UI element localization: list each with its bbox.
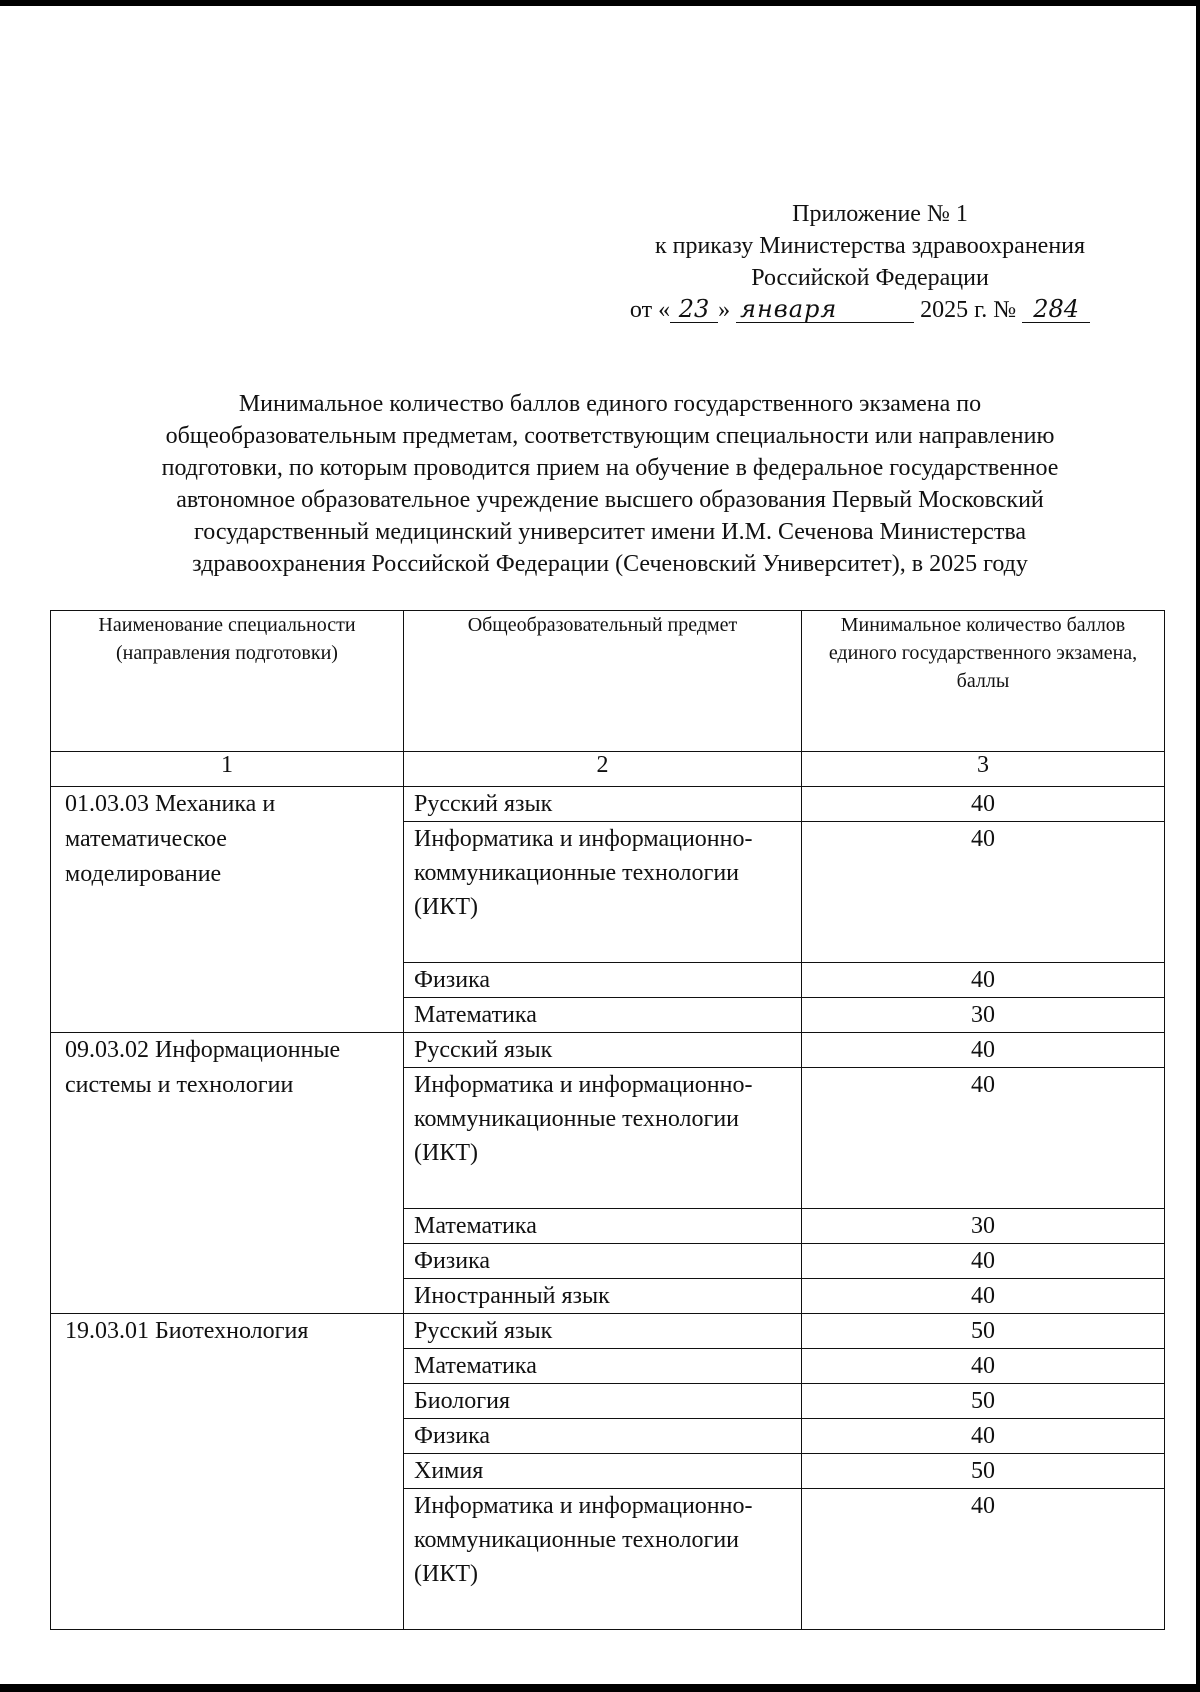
subject-cell: Математика	[404, 1209, 802, 1244]
score-cell: 40	[802, 1033, 1165, 1068]
title-line: Минимальное количество баллов единого государственного экзамена по	[238, 391, 982, 417]
subject-cell: Математика	[404, 1349, 802, 1384]
score-cell: 40	[802, 1244, 1165, 1279]
table-row	[51, 1314, 1165, 1349]
scan-edge-bottom	[0, 1684, 1200, 1692]
annex-line-1: Приложение № 1	[792, 201, 968, 227]
subject-cell: Информатика и информационно-коммуникационные технологии (ИКТ)	[404, 822, 802, 963]
score-cell: 40	[802, 1489, 1165, 1630]
subject-cell: Иностранный язык	[404, 1279, 802, 1314]
subject-cell: Информатика и информационно-коммуникационные технологии (ИКТ)	[404, 1068, 802, 1209]
score-cell: 40	[802, 787, 1165, 822]
subject-cell: Биология	[404, 1384, 802, 1419]
scan-edge-top	[0, 0, 1200, 6]
score-cell: 30	[802, 998, 1165, 1033]
annex-block	[560, 198, 1160, 326]
scores-table	[50, 610, 1165, 1630]
annex-year: 2025 г. №	[920, 297, 1017, 323]
title-line: государственный медицинский университет имени И.М. Сеченова Министерства	[193, 519, 1027, 545]
title-line: подготовки, по которым проводится прием на обучение в федеральное государственное	[161, 455, 1059, 481]
score-cell: 50	[802, 1314, 1165, 1349]
specialty-cell: 01.03.03 Механика и математическое моделирование	[51, 787, 404, 1033]
score-cell: 40	[802, 1279, 1165, 1314]
subject-cell: Физика	[404, 963, 802, 998]
header-min-score: Минимальное количество баллов единого государственного экзамена, баллы	[802, 611, 1165, 752]
column-number: 2	[404, 752, 802, 787]
score-cell: 40	[802, 1349, 1165, 1384]
score-cell: 40	[802, 1068, 1165, 1209]
score-cell: 40	[802, 1419, 1165, 1454]
annex-handwritten-day: 23	[670, 296, 718, 323]
annex-date-prefix: от «	[629, 297, 671, 323]
annex-date-close: »	[718, 297, 731, 323]
annex-line-2: к приказу Министерства здравоохранения	[654, 233, 1086, 259]
annex-handwritten-month: января	[736, 296, 914, 323]
subject-cell: Русский язык	[404, 1314, 802, 1349]
score-cell: 40	[802, 963, 1165, 998]
score-cell: 40	[802, 822, 1165, 963]
document-title	[60, 388, 1160, 580]
table-row	[51, 1033, 1165, 1068]
annex-date-line	[560, 294, 1160, 326]
score-cell: 50	[802, 1384, 1165, 1419]
specialty-cell: 09.03.02 Информационные системы и технологии	[51, 1033, 404, 1314]
column-number: 1	[51, 752, 404, 787]
annex-line-3: Российской Федерации	[751, 265, 989, 291]
column-number: 3	[802, 752, 1165, 787]
score-cell: 50	[802, 1454, 1165, 1489]
subject-cell: Информатика и информационно-коммуникационные технологии (ИКТ)	[404, 1489, 802, 1630]
title-line: общеобразовательным предметам, соответствующим специальности или направлению	[165, 423, 1055, 449]
subject-cell: Химия	[404, 1454, 802, 1489]
score-cell: 30	[802, 1209, 1165, 1244]
subject-cell: Физика	[404, 1419, 802, 1454]
subject-cell: Русский язык	[404, 787, 802, 822]
scan-edge-right	[1196, 0, 1200, 1692]
subject-cell: Русский язык	[404, 1033, 802, 1068]
subject-cell: Физика	[404, 1244, 802, 1279]
table-row	[51, 787, 1165, 822]
annex-handwritten-number: 284	[1022, 296, 1090, 323]
title-line: автономное образовательное учреждение высшего образования Первый Московский	[176, 487, 1044, 513]
subject-cell: Математика	[404, 998, 802, 1033]
title-line: здравоохранения Российской Федерации (Сеченовский Университет), в 2025 году	[192, 551, 1028, 577]
specialty-cell: 19.03.01 Биотехнология	[51, 1314, 404, 1630]
header-subject: Общеобразовательный предмет	[404, 611, 802, 752]
header-specialty: Наименование специальности (направления подготовки)	[51, 611, 404, 752]
